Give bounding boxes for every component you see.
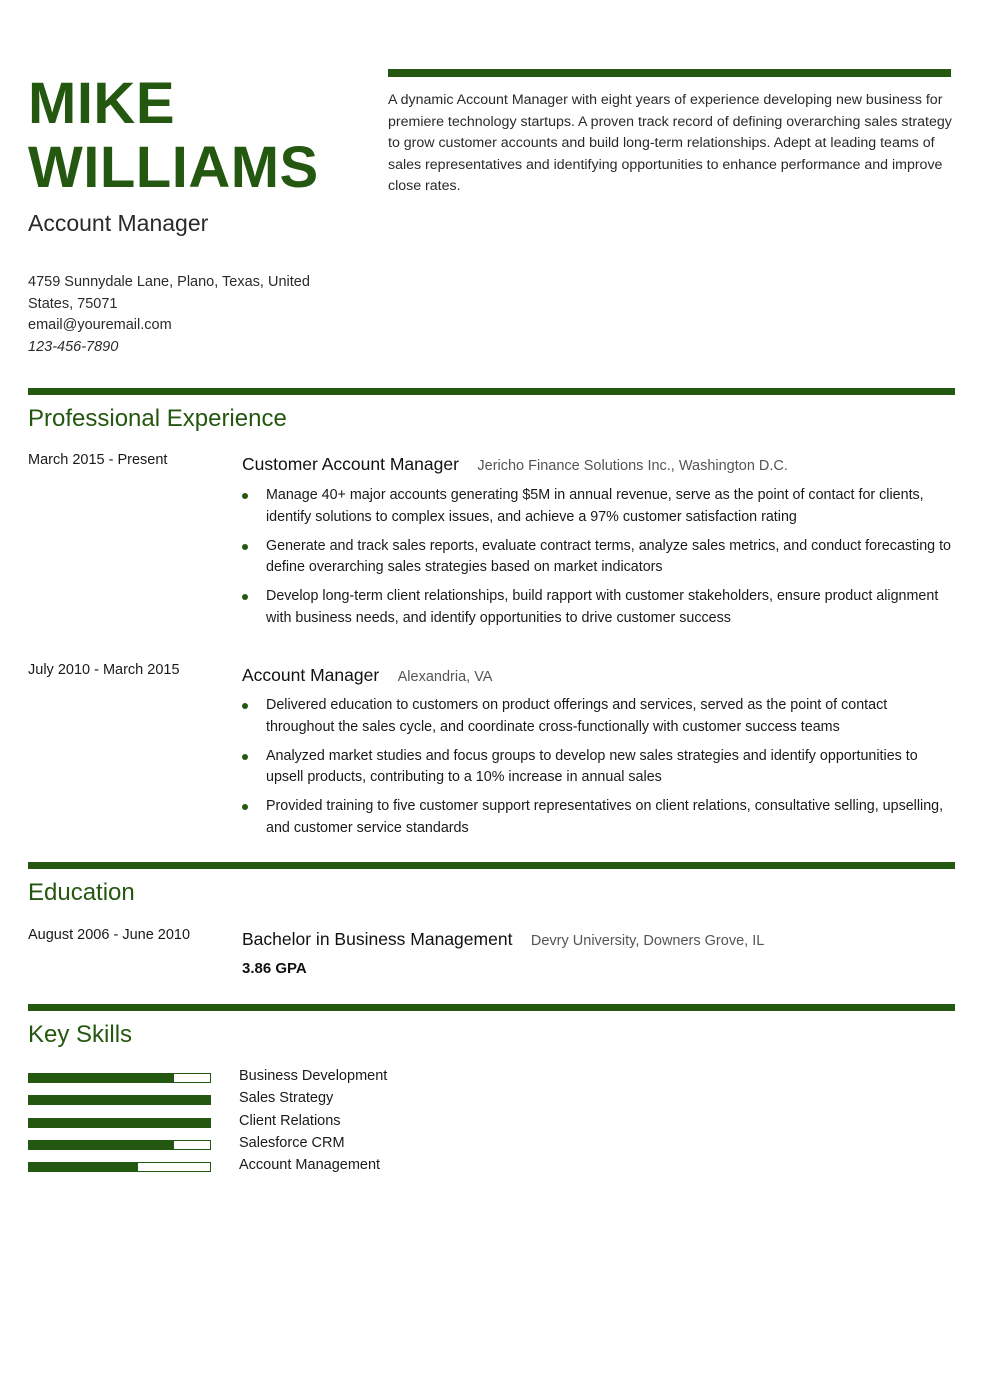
section-divider-education <box>28 862 955 869</box>
section-title-experience: Professional Experience <box>28 405 287 432</box>
job-dates: July 2010 - March 2015 <box>28 662 180 678</box>
bullet-icon <box>242 594 248 600</box>
bullet-icon <box>242 544 248 550</box>
bullet-text: Delivered education to customers on product offerings and services, served as the point of contact throughout the sales cycle, and coordinate cross-functionally with customer success teams <box>266 697 888 735</box>
skill-label: Business Development <box>239 1068 388 1084</box>
section-title-skills: Key Skills <box>28 1021 133 1048</box>
bullet-icon <box>242 804 248 810</box>
job-heading <box>242 454 788 475</box>
bullet-text: Manage 40+ major accounts generating $5M in annual revenue, serve as the point of contact for clients, identify solutions to complex issues, and achieve a 97% customer satisfaction rating <box>266 487 924 525</box>
skill-level-fill <box>29 1119 210 1127</box>
job-title: Account Manager <box>28 210 209 236</box>
list-item <box>242 746 957 789</box>
skill-level-bar <box>28 1095 211 1105</box>
bullet-text: Generate and track sales reports, evaluate contract terms, analyze sales metrics, and conduct forecasting to define overarching sales strategies based on market indicators <box>266 537 952 576</box>
section-title-education: Education <box>28 879 135 906</box>
skill-level-fill <box>29 1141 174 1149</box>
last-name: WILLIAMS <box>28 135 319 200</box>
section-divider-experience <box>28 388 955 395</box>
summary-divider <box>388 69 951 77</box>
list-item <box>242 695 957 738</box>
section-divider-skills <box>28 1004 955 1011</box>
skill-level-fill <box>29 1074 174 1082</box>
skill-level-bar <box>28 1140 211 1150</box>
list-item <box>242 586 957 629</box>
bullet-icon <box>242 703 248 709</box>
job-org: Alexandria, VA <box>397 669 493 685</box>
skill-label: Account Management <box>239 1157 381 1174</box>
job-role: Account Manager <box>242 665 380 685</box>
job-dates: March 2015 - Present <box>28 452 168 468</box>
job-bullets <box>242 695 957 847</box>
skill-level-bar <box>28 1162 211 1172</box>
degree: Bachelor in Business Management <box>242 929 513 949</box>
skill-label: Sales Strategy <box>239 1090 334 1107</box>
bullet-text: Analyzed market studies and focus groups to develop new sales strategies and identify opportunities to upsell products, contributing to a 10% increase in annual sales <box>266 747 918 786</box>
first-name: MIKE <box>28 71 175 136</box>
skill-level-fill <box>29 1096 210 1104</box>
bullet-icon <box>242 493 248 499</box>
email: email@youremail.com <box>28 317 172 333</box>
summary-text: A dynamic Account Manager with eight years of experience developing new business for premiere technology startups. A proven track record of defining overarching sales strategy to grow customer accounts and build long-term relationships. Adept at leading teams of sales representatives and identifying opportunities to enhance performance and improve close rates. <box>388 92 952 195</box>
list-item <box>242 796 957 839</box>
phone: 123-456-7890 <box>28 338 119 355</box>
contact-info <box>28 272 310 358</box>
list-item <box>242 536 957 579</box>
skill-level-bar <box>28 1118 211 1128</box>
candidate-name <box>28 72 319 200</box>
skill-label: Client Relations <box>239 1112 341 1129</box>
school: Devry University, Downers Grove, IL <box>530 933 765 949</box>
education-heading <box>242 929 764 950</box>
gpa: 3.86 GPA <box>242 960 307 977</box>
bullet-icon <box>242 754 248 760</box>
job-heading <box>242 665 492 686</box>
list-item <box>242 485 957 528</box>
bullet-text: Provided training to five customer support representatives on client relations, consultative selling, upselling, and customer service standards <box>266 798 944 836</box>
address-line-1: 4759 Sunnydale Lane, Plano, Texas, United <box>28 274 310 290</box>
job-role: Customer Account Manager <box>242 454 459 474</box>
address-line-2: States, 75071 <box>28 295 118 312</box>
skill-label: Salesforce CRM <box>239 1134 345 1151</box>
bullet-text: Develop long-term client relationships, build rapport with customer stakeholders, ensure product alignment with business needs, and identify opportunities to drive customer success <box>266 588 939 626</box>
skill-level-bar <box>28 1073 211 1083</box>
job-org: Jericho Finance Solutions Inc., Washington D.C. <box>477 458 788 474</box>
skill-level-fill <box>29 1163 138 1171</box>
job-bullets <box>242 485 957 637</box>
education-dates: August 2006 - June 2010 <box>28 927 191 943</box>
